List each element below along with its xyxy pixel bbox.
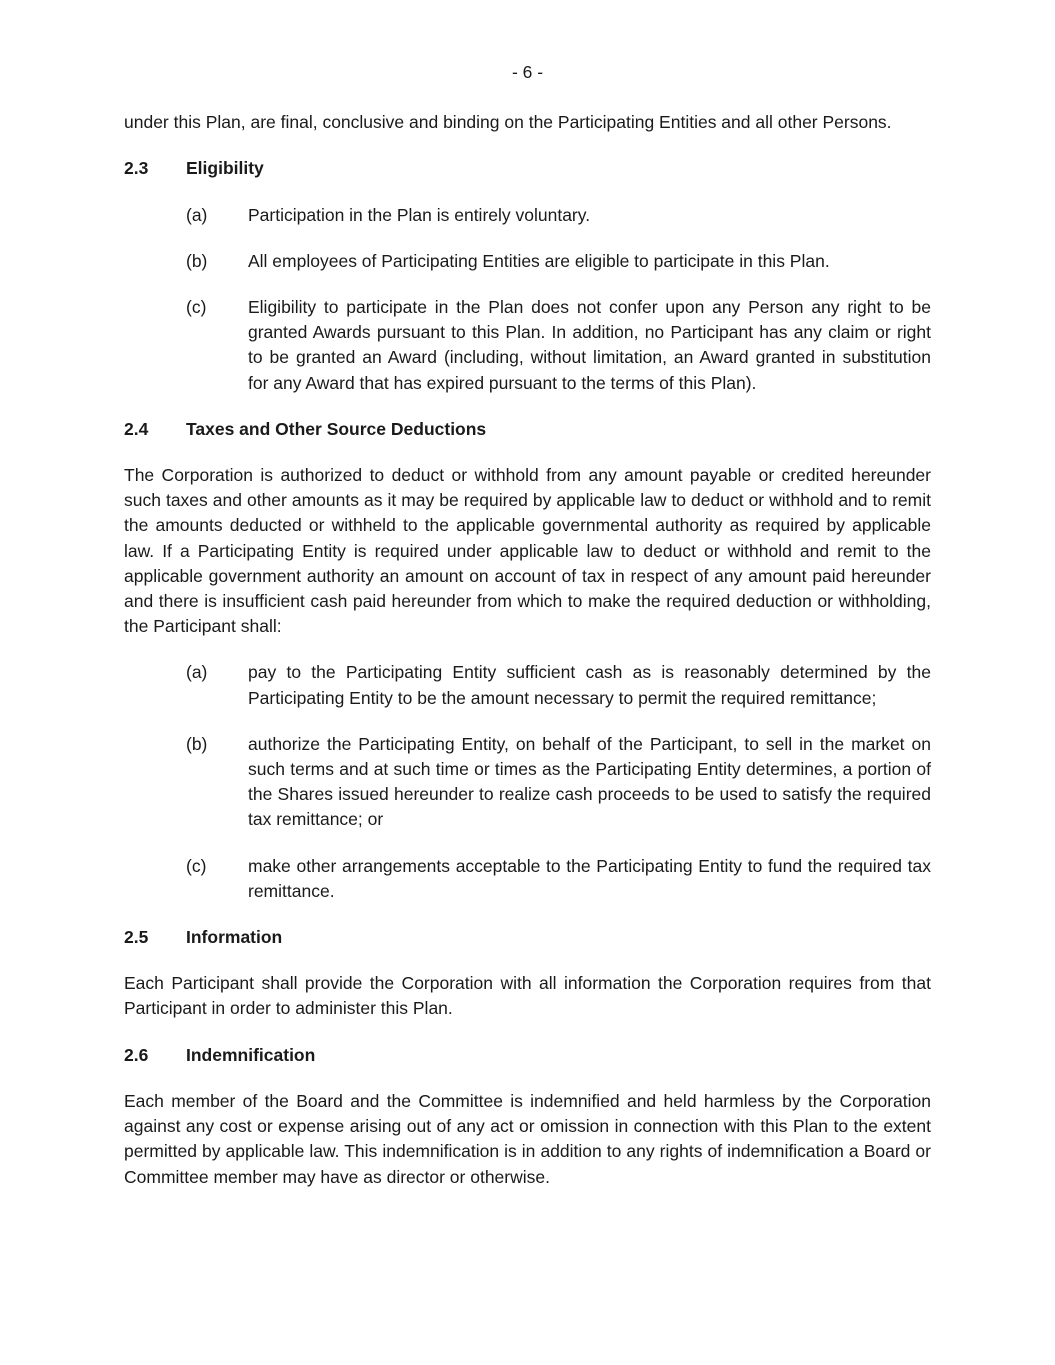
intro-paragraph: under this Plan, are final, conclusive and binding on the Participating Entities and all other Persons. <box>124 112 892 133</box>
list-item-text: Eligibility to participate in the Plan does not confer upon any Person any right to be granted Awards pursuant to this Plan. In addition, no Participant has any claim or right to be granted an Award (including, without limitation, an Award granted in substitution for any Award that has expired pursuant to the terms of this Plan). <box>248 297 931 393</box>
list-item <box>186 203 931 228</box>
list-item-text: All employees of Participating Entities are eligible to participate in this Plan. <box>248 250 830 271</box>
list-item-text: make other arrangements acceptable to the Participating Entity to fund the required tax remittance. <box>248 855 931 901</box>
list-item <box>186 732 931 833</box>
list-item-label: (b) <box>186 733 208 754</box>
section-title: Eligibility <box>186 158 264 179</box>
section-heading-2-6 <box>124 1043 931 1068</box>
section-title: Information <box>186 927 283 948</box>
list-item <box>186 249 931 274</box>
section-title: Taxes and Other Source Deductions <box>186 418 487 439</box>
list-item <box>186 660 931 710</box>
page-number: - 6 - <box>511 62 544 82</box>
list-item <box>186 854 931 904</box>
section-number: 2.6 <box>124 1044 149 1065</box>
section-number: 2.5 <box>124 927 149 948</box>
section-paragraph: The Corporation is authorized to deduct or withhold from any amount payable or credited hereunder such taxes and other amounts as it may be required by applicable law to deduct or withhold and to remit the amounts deducted or withheld to the applicable governmental authority as required by applicable law. If a Participating Entity is required under applicable law to deduct or withhold and remit to the applicable government authority an amount on account of tax in respect of any amount paid hereunder and there is insufficient cash paid hereunder from which to make the required deduction or withholding, the Participant shall: <box>124 465 931 637</box>
list-item <box>186 295 931 396</box>
list-item-label: (a) <box>186 662 208 683</box>
list-item-label: (b) <box>186 250 208 271</box>
list-item-label: (c) <box>186 297 207 318</box>
list-item-text: pay to the Participating Entity sufficient cash as is reasonably determined by the Participating Entity to be the amount necessary to permit the required remittance; <box>248 662 931 708</box>
section-heading-2-4 <box>124 417 931 442</box>
section-paragraph: Each member of the Board and the Committee is indemnified and held harmless by the Corporation against any cost or expense arising out of any act or omission in connection with this Plan to the extent permitted by applicable law. This indemnification is in addition to any rights of indemnification a Board or Committee member may have as director or otherwise. <box>124 1090 931 1187</box>
section-title: Indemnification <box>186 1044 316 1065</box>
section-paragraph: Each Participant shall provide the Corporation with all information the Corporation requires from that Participant in order to administer this Plan. <box>124 973 931 1019</box>
section-heading-2-3 <box>124 156 931 181</box>
document-page <box>124 60 931 1211</box>
section-number: 2.3 <box>124 158 149 179</box>
list-item-label: (a) <box>186 204 208 225</box>
section-heading-2-5 <box>124 925 931 950</box>
list-item-label: (c) <box>186 855 207 876</box>
list-item-text: Participation in the Plan is entirely voluntary. <box>248 204 591 225</box>
list-item-text: authorize the Participating Entity, on behalf of the Participant, to sell in the market on such terms and at such time or times as the Participating Entity determines, a portion of the Shares issued hereunder to realize cash proceeds to be used to satisfy the required tax remittance; or <box>248 733 931 830</box>
section-number: 2.4 <box>124 418 149 439</box>
